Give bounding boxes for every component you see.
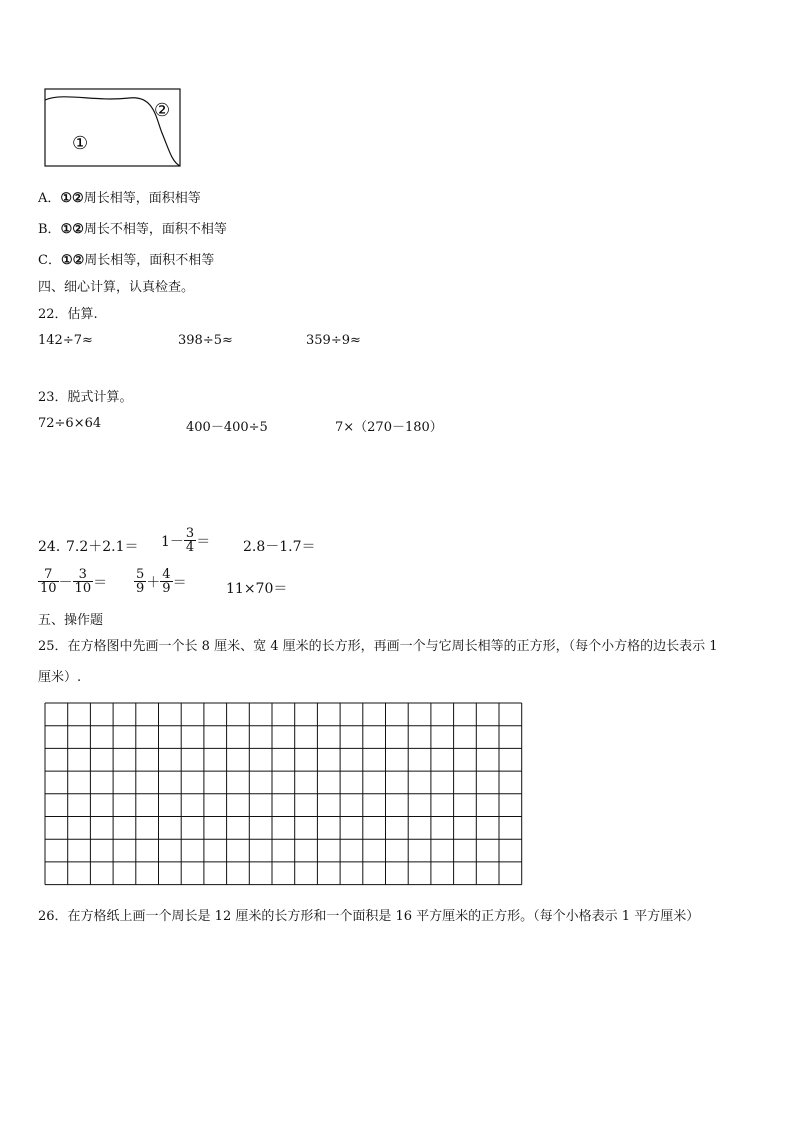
- q24-item-5-operator: ＋: [146, 574, 161, 591]
- option-a-letter: A．: [38, 191, 61, 206]
- q22-item-3: 359÷9≈: [306, 333, 361, 348]
- q24-item-4-numerator-1: 7: [44, 567, 53, 582]
- q23-item-1: 72÷6×64: [38, 416, 102, 431]
- q24-number: 24．: [38, 539, 70, 555]
- q25-square-grid[interactable]: [44, 702, 524, 890]
- option-c-letter: C．: [38, 253, 61, 268]
- q24-item-5-equals: ＝: [172, 574, 187, 591]
- q24-item-5-fraction-2: [160, 568, 172, 595]
- q24-item-5-numerator-2: 4: [162, 567, 171, 582]
- q24-item-2-equals: ＝: [196, 533, 211, 550]
- q24-item-4: [38, 568, 107, 595]
- option-b-text: 周长不相等，面积不相等: [83, 222, 227, 237]
- option-b-marks: ①②: [60, 222, 84, 237]
- q24-item-2-numerator: 3: [185, 526, 195, 541]
- q24-item-4-equals: ＝: [93, 574, 108, 591]
- q24-item-4-denominator-1: 10: [40, 581, 57, 596]
- option-c[interactable]: [38, 249, 214, 268]
- q23-item-3: 7×（270－180）: [335, 420, 443, 435]
- q23-item-2: 400－400÷5: [186, 420, 268, 435]
- q24-item-2: [161, 527, 210, 554]
- option-a[interactable]: [38, 187, 201, 206]
- q24-item-2-prefix: 1－: [161, 533, 184, 550]
- option-a-marks: ①②: [60, 191, 84, 206]
- q24-item-2-denominator: 4: [185, 540, 195, 555]
- q24-item-3: 2.8－1.7＝: [243, 539, 316, 555]
- shape-figure: [44, 88, 182, 168]
- option-c-text: 周长相等，面积不相等: [84, 253, 215, 268]
- option-c-marks: ①②: [60, 253, 85, 268]
- region-2-label: ②: [154, 100, 171, 121]
- grid-svg[interactable]: [44, 702, 524, 886]
- q24-item-5-fraction-1: [134, 568, 146, 595]
- q24-item-4-fraction-2: [73, 568, 94, 595]
- region-1-label: ①: [72, 133, 89, 154]
- q24-item-4-fraction-1: [38, 568, 59, 595]
- section-5-title: 五、操作题: [38, 613, 104, 628]
- option-a-text: 周长相等，面积相等: [83, 191, 201, 206]
- q22-item-1: 142÷7≈: [38, 333, 93, 348]
- q24-item-5-denominator-1: 9: [136, 581, 145, 596]
- q24-item-2-fraction: [184, 527, 196, 554]
- q24-item-5: [134, 568, 187, 595]
- q24-item-4-operator: －: [58, 574, 73, 591]
- q24-item-5-denominator-2: 9: [162, 581, 171, 596]
- q25-text-line-2: 厘米）.: [38, 670, 82, 685]
- q22-item-2: 398÷5≈: [178, 333, 233, 348]
- option-b-letter: B．: [38, 222, 61, 237]
- section-4-title: 四、细心计算，认真检查。: [38, 280, 195, 295]
- q23-label: 23．脱式计算。: [38, 390, 133, 405]
- q26-text: 26．在方格纸上画一个周长是 12 厘米的长方形和一个面积是 16 平方厘米的正方形。（每个小格表示 1 平方厘米）: [38, 909, 700, 924]
- q24-item-6: 11×70＝: [226, 581, 288, 597]
- q25-text-line-1: 25．在方格图中先画一个长 8 厘米、宽 4 厘米的长方形，再画一个与它周长相等的正方形，（每个小方格的边长表示 1: [38, 639, 718, 654]
- q24-item-4-numerator-2: 3: [78, 567, 87, 582]
- option-b[interactable]: [38, 218, 227, 237]
- q24-item-4-denominator-2: 10: [74, 581, 92, 596]
- q24-item-5-numerator-1: 5: [136, 567, 145, 582]
- q22-label: 22．估算.: [38, 307, 98, 322]
- q24-item-1: 7.2＋2.1＝: [66, 539, 139, 555]
